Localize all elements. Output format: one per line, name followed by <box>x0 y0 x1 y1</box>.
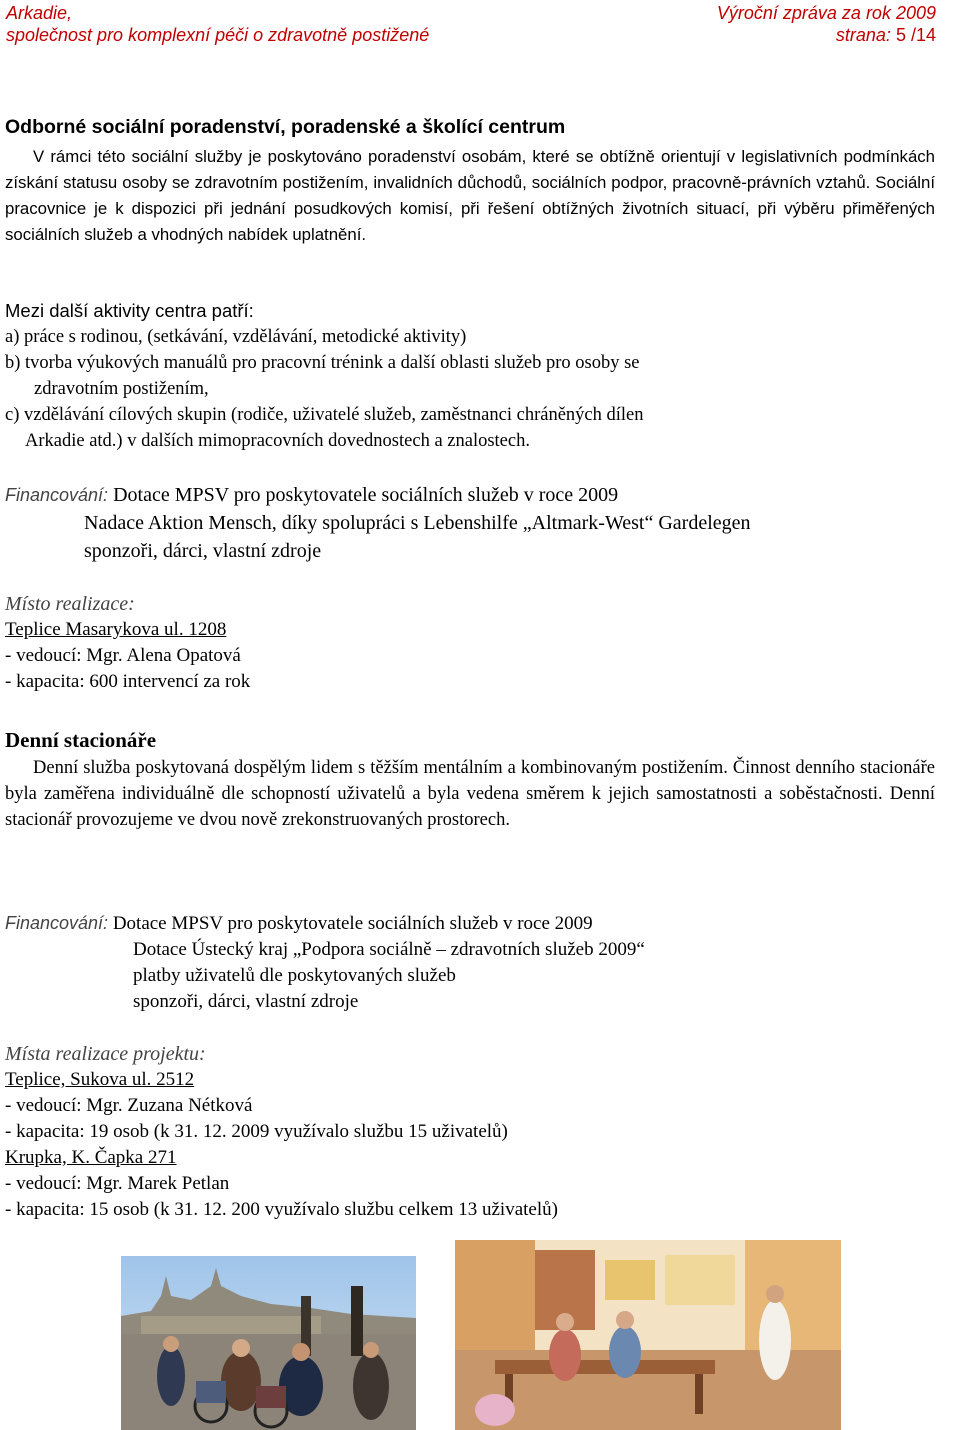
activity-c-line2: Arkadie atd.) v dalších mimopracovních dovednostech a znalostech. <box>25 431 530 451</box>
counseling-text: V rámci této sociální služby je poskytováno poradenství osobám, které se obtížně orientují v legislativních podmínkách získání statusu osoby se zdravotním postižením, invalidních důchodů, sociálních podpor, pracovně-právních vztahů. Sociální pracovnice je k dispozici při jednání posudkových komisí, při řešení obtížných životních situací, při výběru přiměřených sociálních služeb a vhodných nabídek uplatnění. <box>5 147 935 244</box>
section-title-counseling: Odborné sociální poradenství, poradenské a školící centrum <box>5 116 566 138</box>
funding-label: Financování: <box>5 485 109 505</box>
place-capacity: - kapacita: 600 intervencí za rok <box>5 671 251 692</box>
page-current: 5 <box>895 25 906 45</box>
prague-bridge-photo <box>121 1256 416 1430</box>
page-total: /14 <box>910 25 936 45</box>
header-org-name: Arkadie, <box>6 3 73 23</box>
place1-address: Teplice, Sukova ul. 2512 <box>5 1069 195 1090</box>
funding-item: Dotace MPSV pro poskytovatele sociálních služeb v roce 2009 <box>112 913 593 934</box>
activity-b-line1: b) tvorba výukových manuálů pro pracovní trénink a další oblasti služeb pro osoby se <box>5 353 640 373</box>
funding-row-1 <box>5 482 618 508</box>
place-address: Teplice Masarykova ul. 1208 <box>5 619 227 640</box>
funding-row-2 <box>5 910 593 937</box>
day-center-room-photo <box>455 1240 841 1430</box>
places-label: Místa realizace projektu: <box>5 1043 206 1065</box>
funding-item: sponzoři, dárci, vlastní zdroje <box>84 540 322 562</box>
header-organization <box>6 2 429 46</box>
section-title-day-centers: Denní stacionáře <box>5 728 157 752</box>
section-counseling-paragraph <box>5 144 935 248</box>
place1-manager: - vedoucí: Mgr. Zuzana Nétková <box>5 1095 253 1116</box>
place-label: Místo realizace: <box>5 593 135 615</box>
activity-a: a) práce s rodinou, (setkávání, vzdělávání, metodické aktivity) <box>5 327 467 347</box>
place2-address: Krupka, K. Čapka 271 <box>5 1147 177 1168</box>
place-manager: - vedoucí: Mgr. Alena Opatová <box>5 645 241 666</box>
funding-label: Financování: <box>5 913 109 933</box>
funding-item: Dotace MPSV pro poskytovatele sociálních služeb v roce 2009 <box>113 484 619 506</box>
day-centers-text: Denní služba poskytovaná dospělým lidem s těžším mentálním a kombinovaným postižením. Činnost denního stacionáře byla zaměřena individuálně dle schopností uživatelů a byla vedena směrem k jejich samostatnosti a soběstačnosti. Denní stacionář provozujeme ve dvou nově zrekonstruovaných prostorech. <box>5 758 935 830</box>
place2-capacity: - kapacita: 15 osob (k 31. 12. 200 využívalo službu celkem 13 uživatelů) <box>5 1199 558 1220</box>
section-day-centers-paragraph <box>5 755 935 833</box>
funding-item: platby uživatelů dle poskytovaných služeb <box>133 965 456 986</box>
place2-manager: - vedoucí: Mgr. Marek Petlan <box>5 1173 230 1194</box>
activities-intro: Mezi další aktivity centra patří: <box>5 300 254 321</box>
activity-b-line2: zdravotním postižením, <box>34 379 209 399</box>
funding-item: sponzoři, dárci, vlastní zdroje <box>133 991 359 1012</box>
header-page-number <box>717 24 936 46</box>
funding-item: Dotace Ústecký kraj „Podpora sociálně – zdravotních služeb 2009“ <box>133 939 645 960</box>
header-report-info <box>717 2 936 46</box>
funding-item: Nadace Aktion Mensch, díky spolupráci s Lebenshilfe „Altmark-West“ Gardelegen <box>84 512 751 534</box>
header-report-title: Výroční zpráva za rok 2009 <box>716 3 936 23</box>
page-label: strana: <box>835 25 891 45</box>
header-org-description: společnost pro komplexní péči o zdravotně postižené <box>6 25 430 45</box>
activity-c-line1: c) vzdělávání cílových skupin (rodiče, uživatelé služeb, zaměstnanci chráněných dílen <box>5 405 644 425</box>
place1-capacity: - kapacita: 19 osob (k 31. 12. 2009 využívalo službu 15 uživatelů) <box>5 1121 508 1142</box>
